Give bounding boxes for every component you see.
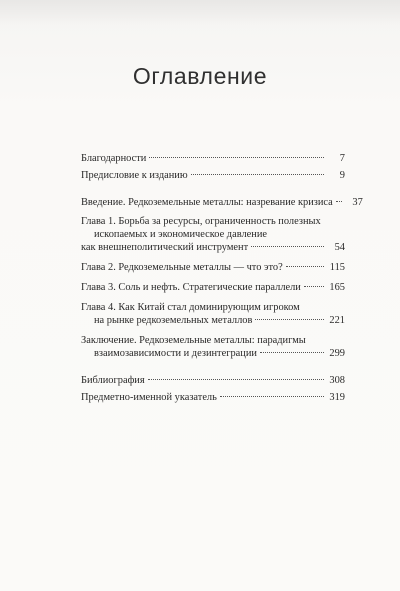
dot-leader [149,157,324,158]
dot-leader [286,266,324,267]
toc-page-number: 37 [352,197,363,208]
toc-page-number: 319 [329,392,345,403]
toc-entry-acknowledgements [81,152,345,165]
toc-entry-conclusion [81,334,345,360]
dot-leader [251,246,324,247]
page-title: Оглавление [132,63,268,90]
toc-entry-label: Благодарности [81,153,147,164]
page-top-shadow [0,0,400,26]
toc-entry-label: Введение. Редкоземельные металлы: назревание кризиса [81,197,333,208]
toc-entry-bibliography [81,374,345,387]
toc-entry-chapter-4 [81,301,345,327]
dot-leader [304,286,324,287]
toc-entry-chapter-3 [81,281,345,294]
dot-leader [191,174,324,175]
toc-entry-preface [81,169,345,182]
toc-entry-index [81,391,345,404]
toc-entry-label-continued: как внешнеполитический инструмент [81,242,249,253]
toc-entry-label: Заключение. Редкоземельные металлы: парадигмы [81,335,306,346]
toc-entry-chapter-1 [81,215,345,254]
toc-entry-label-continued: взаимозависимости и дезинтеграции [94,348,257,359]
toc-page-number: 221 [329,315,345,326]
toc-page-number: 165 [329,282,345,293]
toc-entry-label: Предметно-именной указатель [81,392,217,403]
dot-leader [255,319,324,320]
toc-entry-introduction [81,196,363,209]
dot-leader [336,201,342,202]
toc-page-number: 115 [329,262,345,273]
toc-entry-label: Глава 4. Как Китай стал доминирующим игроком [81,302,300,313]
toc-entry-label: Глава 1. Борьба за ресурсы, ограниченность полезных [81,216,321,227]
dot-leader [220,396,324,397]
toc-entry-label: Библиография [81,375,145,386]
toc-page-number: 7 [339,153,345,164]
dot-leader [260,352,324,353]
toc-page-number: 299 [329,348,345,359]
toc-page-number: 54 [334,242,345,253]
dot-leader [148,379,324,380]
toc-entry-label: Глава 3. Соль и нефть. Стратегические параллели [81,282,301,293]
toc-entry-label: Предисловие к изданию [81,170,188,181]
toc-entry-label-continued: ископаемых и экономическое давление [94,229,268,240]
table-of-contents [81,152,363,404]
toc-page-number: 9 [339,170,345,181]
toc-page-number: 308 [329,375,345,386]
toc-entry-label-continued: на рынке редкоземельных металлов [94,315,253,326]
toc-entry-chapter-2 [81,261,345,274]
toc-entry-label: Глава 2. Редкоземельные металлы — что это? [81,262,283,273]
